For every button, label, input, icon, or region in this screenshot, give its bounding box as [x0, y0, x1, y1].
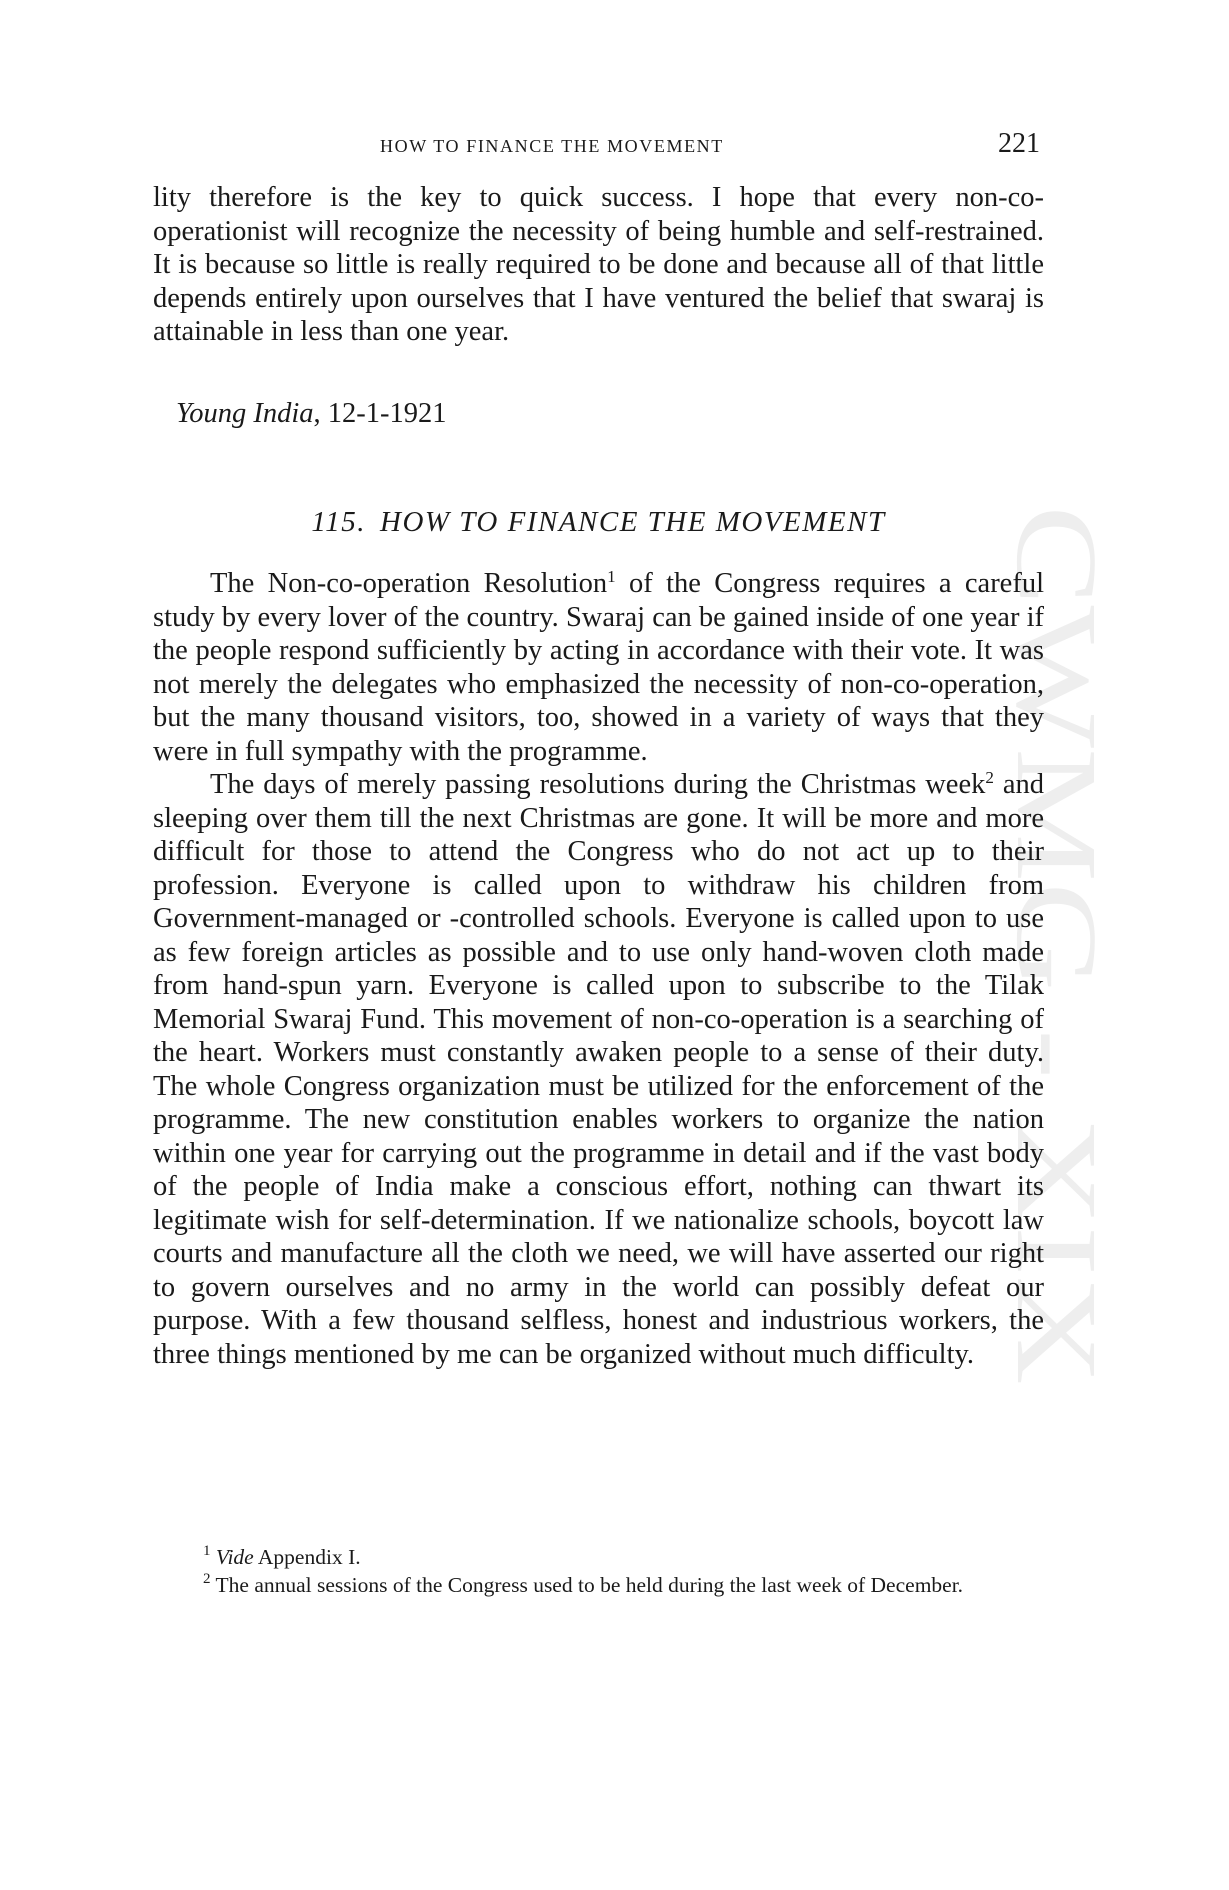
continued-text: [153, 181, 1044, 349]
article-title: HOW TO FINANCE THE MOVEMENT: [380, 506, 886, 538]
article-number: 115.: [311, 506, 367, 538]
footnote-2: [153, 1571, 1044, 1599]
source-citation: [176, 398, 447, 430]
source-date: , 12-1-1921: [313, 398, 447, 429]
paragraph-2-text-b: and sleeping over them till the next Christmas are gone. It will be more and more difficult for those to attend the Congress who do not act up to their profession. Everyone is called upon to withdraw his children from Government-managed or -controlled schools. Everyone is called upon to use as few foreign articles as possible and to use only hand-woven cloth made from hand-spun yarn. Everyone is called upon to subscribe to the Tilak Memorial Swaraj Fund. This movement of non-co-operation is a searching of the heart. Workers must constantly awaken people to a sense of their duty. The whole Congress organization must be utilized for the enforcement of the programme. The new constitution enables workers to organize the nation within one year for carrying out the programme in detail and if the vast body of the people of India make a conscious effort, nothing can thwart its legitimate wish for self-determination. If we nationalize schools, boycott law courts and manufacture all the cloth we need, we will have asserted our right to govern ourselves and no army in the world can possibly defeat our purpose. With a few thousand selfless, honest and industrious workers, the three things mentioned by me can be organized without much difficulty.: [153, 769, 1044, 1370]
body-paragraph-2: [153, 768, 1044, 1371]
paragraph-1-text-b: of the Congress requires a careful study by every lover of the country. Swaraj can be gained inside of one year if the people respond sufficiently by acting in accordance with their vote. It was not merely the delegates who emphasized the necessity of non-co-operation, but the many thousand visitors, too, showed in a variety of ways that they were in full sympathy with the programme.: [153, 568, 1044, 767]
footnote-1-italic: Vide: [215, 1545, 254, 1569]
footnote-ref-1: 1: [607, 566, 616, 586]
article-body: [153, 567, 1044, 1371]
running-title: HOW TO FINANCE THE MOVEMENT: [380, 136, 724, 156]
footnote-1-text: Appendix I.: [253, 1545, 361, 1569]
source-publication: Young India: [176, 398, 314, 429]
footnote-2-text: The annual sessions of the Congress used to be held during the last week of December.: [210, 1573, 964, 1597]
watermark-text: CWMG XIX: [1010, 505, 1100, 1182]
continued-paragraph: lity therefore is the key to quick success. I hope that every non-co-operationist will recognize the necessity of being humble and self-restrained. It is because so little is really required to be done and because all of that little depends entirely upon ourselves that I have ventured the belief that swaraj is attainable in less than one year.: [153, 182, 1044, 347]
footnote-1: [153, 1543, 1044, 1571]
page-number: 221: [998, 128, 1040, 159]
paragraph-2-text-a: The days of merely passing resolutions during the Christmas week: [210, 769, 986, 800]
paragraph-1-text-a: The Non-co-operation Resolution: [210, 568, 608, 599]
body-paragraph-1: [153, 567, 1044, 768]
footnotes: [153, 1543, 1044, 1599]
article-heading: [153, 506, 1044, 539]
footnote-mark-2: 2: [203, 1570, 211, 1587]
footnote-mark-1: 1: [203, 1542, 211, 1559]
footnote-ref-2: 2: [985, 767, 994, 787]
